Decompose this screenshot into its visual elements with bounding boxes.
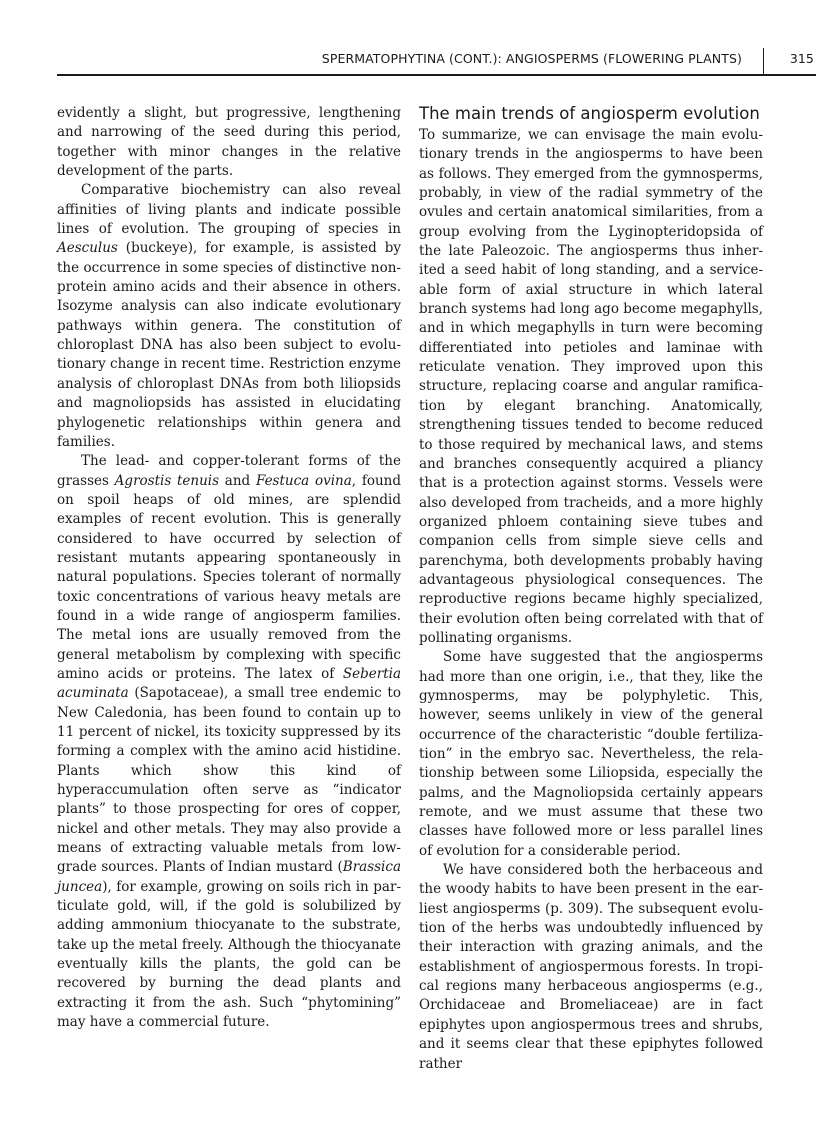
paragraph-metal-tolerance	[57, 452, 401, 1032]
species-name: Festuca ovina	[255, 472, 352, 489]
right-column	[419, 104, 763, 1074]
paragraph-herbaceous-woody: We have considered both the herbaceous and the woody habits to have been present in the earliest angiosperms (p. 309). The subsequent evolution of the herbs was undoubtedly influenced by their interaction with grazing animals, and the establishment of angiospermous forests. In tropical regions many herbaceous angiosperms (e.g., Orchidaceae and Bromeliaceae) are in fact epiphytes upon angiospermous trees and shrubs, and it seems clear that these epiphytes followed rather	[419, 862, 763, 1072]
running-header	[57, 46, 816, 76]
page-number: 315	[789, 51, 814, 66]
genus-name: Aesculus	[57, 240, 118, 257]
species-name: Sebertia acuminata	[57, 665, 401, 702]
text-run: , found on spoil heaps of old mines, are splendid examples of recent evolution. This is generally considered to have occurred by selection of resistant mutants appearing spontaneously in natural populations. Species tolerant of normally toxic concentrations of various heavy metals are found in a wide range of angiosperm families. The metal ions are usually removed from the general metabolism by complexing with specific amino acids or proteins. The latex of	[57, 472, 401, 682]
paragraph-seed-lengthening: evidently a slight, but progressive, lengthening and narrowing of the seed during this period, together with minor changes in the relative development of the parts.	[57, 105, 401, 180]
text-run: ), for example, growing on soils rich in particulate gold, will, if the gold is solubilized by adding ammonium thiocyanate to the substrate, take up the metal freely. Although the thiocyanate eventually kills the plants, the gold can be recovered by burning the dead plants and extracting it from the ash. Such “phytomining” may have a commercial future.	[57, 878, 401, 1031]
paragraph-main-trends: To summarize, we can envisage the main evolutionary trends in the angiosperms to have been as follows. They emerged from the gymnosperms, probably, in view of the radial symmetry of the ovules and certain anatomical similarities, from a group evolving from the Lyginopteridopsida of the late Paleozoic. The angiosperms thus inherited a seed habit of long standing, and a serviceable form of axial structure in which lateral branch systems had long ago become megaphylls, and in which megaphylls in turn were becoming differentiated into petioles and laminae with reticulate venation. They improved upon this structure, replacing coarse and angular ramification by elegant branching. Anatomically, strengthening tissues tended to become reduced to those required by mechanical laws, and stems and branches consequently acquired a pliancy that is a protection against storms. Vessels were also developed from tracheids, and a more highly organized phloem containing sieve tubes and companion cells from simple sieve cells and parenchyma, both developments probably having advantageous physiological consequences. The reproductive regions became highly specialized, their evolution often being correlated with that of pollinating organisms.	[419, 127, 763, 646]
paragraph-comparative-biochemistry	[57, 181, 401, 452]
left-column	[57, 104, 401, 1033]
running-title: SPERMATOPHYTINA (CONT.): ANGIOSPERMS (FLOWERING PLANTS)	[321, 51, 742, 66]
paragraph-polyphyletic: Some have suggested that the angiosperms had more than one origin, i.e., that they, like the gymnosperms, may be polyphyletic. This, however, seems unlikely in view of the general occurrence of the characteristic “double fertilization” in the embryo sac. Nevertheless, the relationship between some Liliopsida, especially the palms, and the Magnoliopsida certainly appears remote, and we must assume that these two classes have followed more or less parallel lines of evolution for a considerable period.	[419, 649, 763, 859]
species-name: Brassica juncea	[57, 859, 401, 895]
text-run: (buckeye), for example, is assisted by the occurrence in some species of distinctive non-protein amino acids and their absence in others. Isozyme analysis can also indicate evolutionary pathways within genera. The constitution of chloroplast DNA has also been subject to evolutionary change in recent time. Restriction enzyme analysis of chloroplast DNAs from both liliopsids and magnoliopsids has assisted in elucidating phylogenetic relationships within genera and families.	[57, 240, 401, 450]
text-run: Comparative biochemistry can also reveal affinities of living plants and indicate possible lines of evolution. The grouping of species in	[57, 182, 401, 238]
section-heading: The main trends of angiosperm evolution	[419, 104, 760, 123]
text-run: (Sapotaceae), a small tree endemic to New Caledonia, has been found to contain up to 11 percent of nickel, its toxicity suppressed by its forming a complex with the amino acid histidine. Plants which show this kind of hyperaccumulation often serve as “indicator plants” to those prospecting for ores of copper, nickel and other metals. They may also provide a means of extracting valuable metals from low-grade sources. Plants of Indian mustard (	[57, 685, 401, 876]
text-run: and	[219, 472, 256, 489]
header-separator	[763, 48, 765, 74]
text-run: The lead- and copper-tolerant forms of the grasses	[57, 453, 401, 489]
species-name: Agrostis tenuis	[114, 472, 220, 489]
